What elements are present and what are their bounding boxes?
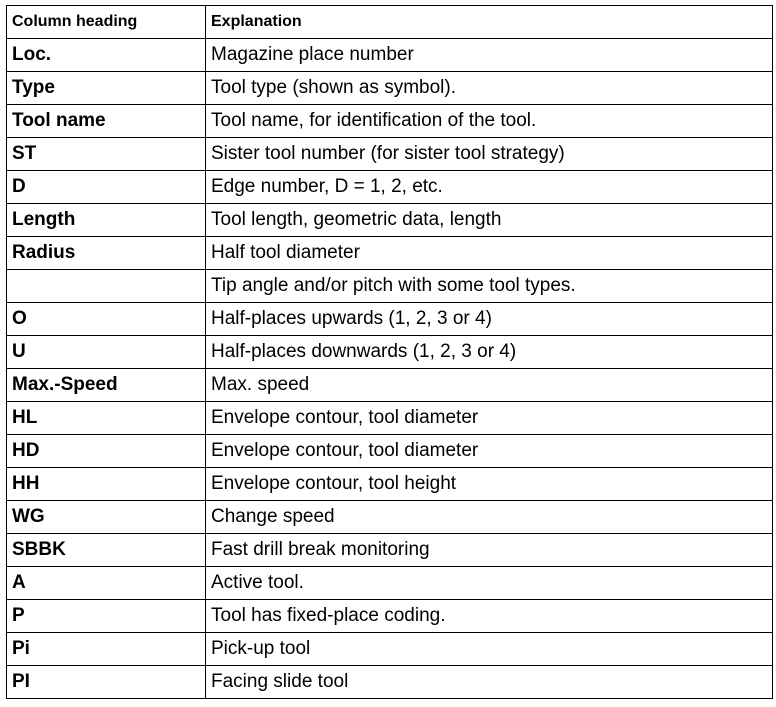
row-explanation-cell: Tool name, for identification of the tool. xyxy=(206,105,773,138)
row-heading-cell: A xyxy=(7,567,206,600)
row-heading-cell: Loc. xyxy=(7,39,206,72)
table-row xyxy=(7,501,773,534)
row-explanation-cell: Envelope contour, tool diameter xyxy=(206,402,773,435)
table-header xyxy=(7,6,773,39)
row-heading-cell: U xyxy=(7,336,206,369)
header-row xyxy=(7,6,773,39)
row-explanation-cell: Tool length, geometric data, length xyxy=(206,204,773,237)
row-explanation-cell: Half-places downwards (1, 2, 3 or 4) xyxy=(206,336,773,369)
row-explanation-cell: Envelope contour, tool diameter xyxy=(206,435,773,468)
row-heading-cell: SBBK xyxy=(7,534,206,567)
row-explanation-cell: Change speed xyxy=(206,501,773,534)
table-row xyxy=(7,567,773,600)
table-row xyxy=(7,204,773,237)
table-row xyxy=(7,336,773,369)
row-heading-cell: ST xyxy=(7,138,206,171)
row-explanation-cell: Tool has fixed-place coding. xyxy=(206,600,773,633)
table-body xyxy=(7,39,773,699)
table-row xyxy=(7,600,773,633)
table-row xyxy=(7,303,773,336)
table-row xyxy=(7,369,773,402)
row-heading-cell: P xyxy=(7,600,206,633)
column-heading-header: Column heading xyxy=(7,6,206,39)
table-row xyxy=(7,270,773,303)
row-heading-cell xyxy=(7,270,206,303)
tool-list-columns-table xyxy=(6,5,773,699)
row-heading-cell: Tool name xyxy=(7,105,206,138)
row-heading-cell: HL xyxy=(7,402,206,435)
row-explanation-cell: Tool type (shown as symbol). xyxy=(206,72,773,105)
row-explanation-cell: Half tool diameter xyxy=(206,237,773,270)
table-row xyxy=(7,534,773,567)
row-heading-cell: Radius xyxy=(7,237,206,270)
row-explanation-cell: Sister tool number (for sister tool strategy) xyxy=(206,138,773,171)
row-heading-cell: D xyxy=(7,171,206,204)
row-explanation-cell: Pick-up tool xyxy=(206,633,773,666)
row-explanation-cell: Magazine place number xyxy=(206,39,773,72)
row-heading-cell: HH xyxy=(7,468,206,501)
table-row xyxy=(7,633,773,666)
table-row xyxy=(7,666,773,699)
row-explanation-cell: Fast drill break monitoring xyxy=(206,534,773,567)
row-explanation-cell: Tip angle and/or pitch with some tool types. xyxy=(206,270,773,303)
row-explanation-cell: Envelope contour, tool height xyxy=(206,468,773,501)
row-heading-cell: Type xyxy=(7,72,206,105)
row-heading-cell: WG xyxy=(7,501,206,534)
table-row xyxy=(7,138,773,171)
table-row xyxy=(7,237,773,270)
row-explanation-cell: Max. speed xyxy=(206,369,773,402)
table-row xyxy=(7,72,773,105)
row-heading-cell: Max.-Speed xyxy=(7,369,206,402)
row-heading-cell: O xyxy=(7,303,206,336)
row-heading-cell: HD xyxy=(7,435,206,468)
table-row xyxy=(7,435,773,468)
table-row xyxy=(7,171,773,204)
row-explanation-cell: Facing slide tool xyxy=(206,666,773,699)
row-explanation-cell: Half-places upwards (1, 2, 3 or 4) xyxy=(206,303,773,336)
row-heading-cell: Pi xyxy=(7,633,206,666)
row-explanation-cell: Active tool. xyxy=(206,567,773,600)
table-row xyxy=(7,468,773,501)
table-row xyxy=(7,402,773,435)
table-row xyxy=(7,105,773,138)
explanation-header: Explanation xyxy=(206,6,773,39)
table-row xyxy=(7,39,773,72)
row-heading-cell: Length xyxy=(7,204,206,237)
row-explanation-cell: Edge number, D = 1, 2, etc. xyxy=(206,171,773,204)
row-heading-cell: PI xyxy=(7,666,206,699)
